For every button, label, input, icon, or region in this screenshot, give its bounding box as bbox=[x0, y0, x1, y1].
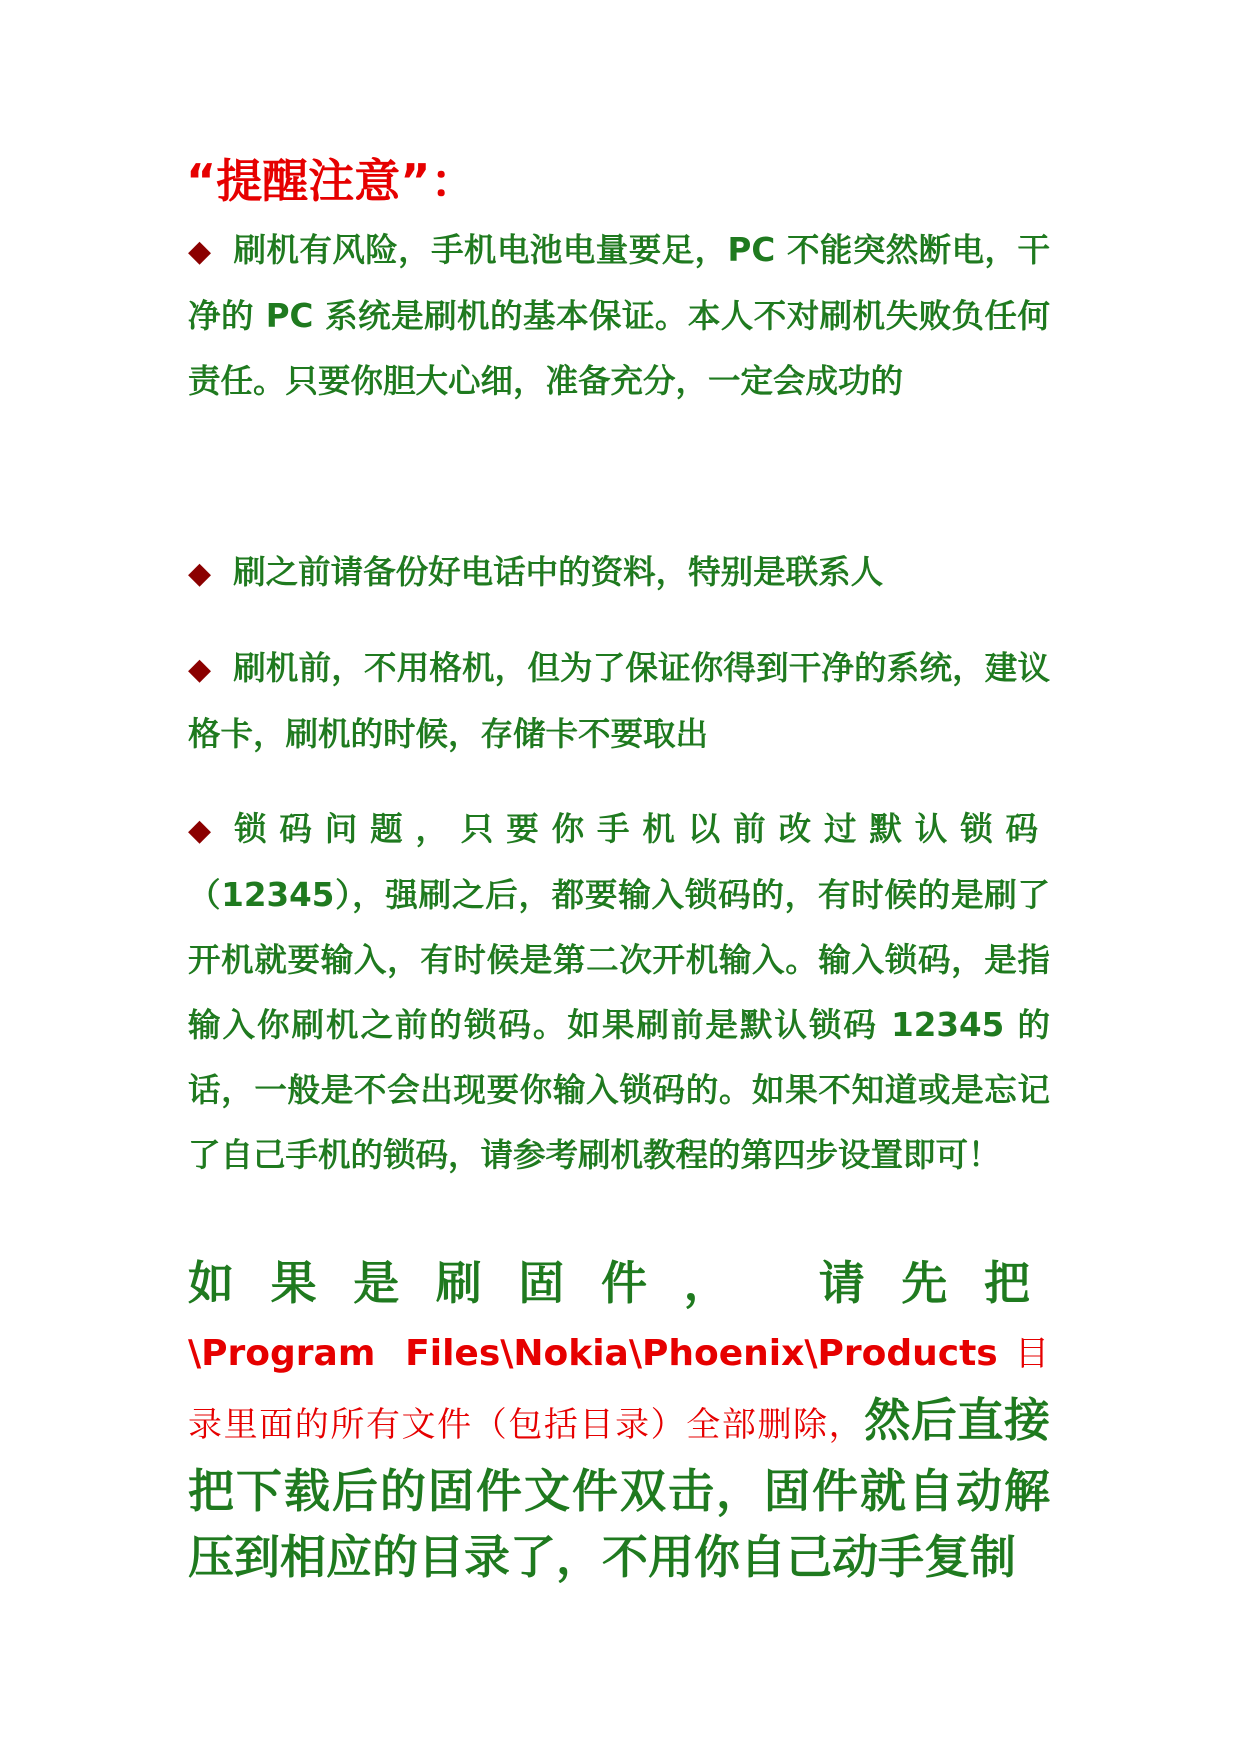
final-note-tail: 然后直接把下载后的固件文件双击，固件就自动解压到相应的目录了，不用你自己动手复制 bbox=[188, 1393, 1051, 1584]
final-note-mid: 目录里面的所有文件（包括目录）全部删除， bbox=[188, 1334, 1050, 1445]
final-note bbox=[188, 1250, 1050, 1590]
item-text: （12345），强刷之后，都要输入锁码的，有时候的是刷了开机就要输入，有时候是第二次开机输入。输入锁码，是指输入你刷机之前的锁码。如果刷前是默认锁码 12345 的话，一般是不会出现要你输入锁码的。如果不知道或是忘记了自己手机的锁码，请参考刷机教程的第四步设置即可！ bbox=[188, 876, 1050, 1174]
folder-path: \Program Files\Nokia\Phoenix\Products bbox=[188, 1333, 998, 1374]
diamond-bullet-icon: ◆ bbox=[188, 813, 212, 848]
final-note-lead: 如果是刷固件， 请先把 bbox=[188, 1256, 1050, 1310]
item-text: 刷之前请备份好电话中的资料，特别是联系人 bbox=[233, 553, 884, 591]
list-item bbox=[188, 218, 1050, 414]
diamond-bullet-icon: ◆ bbox=[188, 234, 212, 269]
item-text: 刷机前，不用格机，但为了保证你得到干净的系统，建议格卡，刷机的时候，存储卡不要取出 bbox=[188, 649, 1050, 753]
list-item bbox=[188, 797, 1050, 1188]
item-text: 刷机有风险，手机电池电量要足，PC 不能突然断电，干净的 PC 系统是刷机的基本保证。本人不对刷机失败负任何责任。只要你胆大心细，准备充分，一定会成功的 bbox=[188, 231, 1050, 400]
list-item bbox=[188, 636, 1050, 767]
page-title: “提醒注意”： bbox=[186, 154, 477, 208]
diamond-bullet-icon: ◆ bbox=[188, 556, 212, 591]
list-item bbox=[188, 540, 1050, 606]
item-lead-text: 锁码问题，只要你手机以前改过默认锁码 bbox=[233, 810, 1050, 848]
diamond-bullet-icon: ◆ bbox=[188, 652, 212, 687]
